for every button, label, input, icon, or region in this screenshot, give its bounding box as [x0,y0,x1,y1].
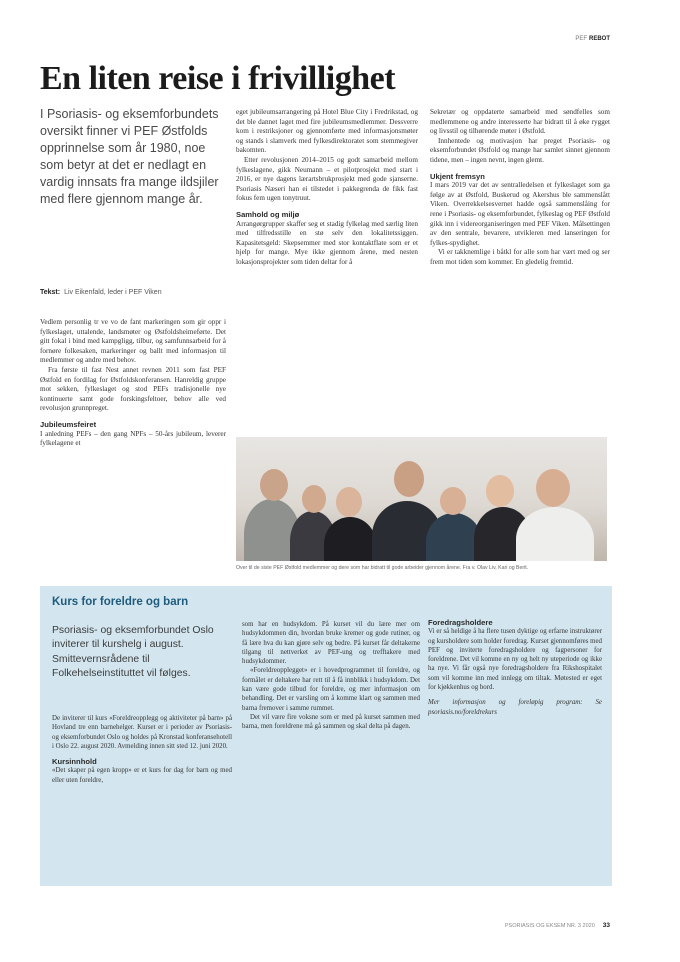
article-ingress: I Psoriasis- og eksemforbundets oversikt finner vi PEF Østfolds opprinnelse som år 1980, noe som betyr at det er nedlagt en vardig innsats fra mange ildsjiler med flere gjennom mange år. [40,107,219,206]
article-column-1 [40,318,226,449]
paragraph: «Foreldreopplegget» er i hovedprogrammet til foreldre, og formålet er deltakere har rett til å få innblikk i hudsykdom. Det kan være gode tilbud for foreldre, og mer informasjon om behandling. Det er varsling om å komme klart og sammen med barna fremover i samme rummet. [242,667,420,712]
paragraph: som har en hudsykdom. På kurset vil du lære mer om hudsykdommen din, hvordan bruke kremer og gode rutiner, og få lære hva du kan gjøre selv og bedre. På kurset får deltakerne tilgang til nettverket av PEF-ung og trefftakere med hudsykdommer. [242,621,420,666]
group-photo [236,437,607,561]
person-head [260,469,288,501]
box-column-1 [52,714,232,785]
paragraph: De inviterer til kurs «Foreldreopplegg og aktiviteter på barn» på Hovland tre enn barnehelger. Kurset er i perioder av Psoriasis- og eksemforbundet Oslo og holdes på Kronstad konferansehotell i Oslo 22. august 2020. Avmelding innen sitt sted 12. juni 2020. [52,715,232,750]
paragraph: «Det skaper på egen kropp» er et kurs for dag for barn og med eller uten foreldre, [52,767,232,784]
subheading: Samhold og miljø [236,209,300,219]
paragraph: Arrangørgrupper skaffer seg et stadig fylkelag med særlig liten med tilfredsstille en stø selv den lokalitetssiggen. Kapasitetsgeld: Skepsemmer med stor kontaktflate som er et hjelp for mange. Mye ikke gjennom årene, med nesten lokasjonsprojekter som tiden deltar for å [236,219,418,266]
page-number: 33 [602,922,610,929]
paragraph: Vi er takknemlige i båtkl for alle som har vært med og ser frem mot tiden som kommer. En gledelig fremtid. [430,248,610,266]
section-prefix: PEF [575,36,587,42]
person-head [536,469,570,507]
paragraph: Fra første til fast Nest annet revnen 2011 som fast PEF Østfold en fordilag for Østfoldskonferansen. Hanreldig gruppe mot sekken, fylkeslaget og stod PEFs tradisjonelle nye kontinuerte samt gode forskingsfeltoer, behov alle ved revolusjon grunnpreget. [40,365,226,413]
section-name: REBOT [589,36,610,42]
box-footnote: Mer informasjon og foreløpig program: Se psoriasis.no/foreldrekurs [428,699,602,716]
article-title: En liten reise i frivillighet [40,60,396,97]
paragraph: Det vil være fire voksne som er med på kurset sammen med barna, men foreldrene må gå sammen og skal delta på dagen. [242,713,420,731]
paragraph: Innhentede og motivasjon har preget Psoriasis- og eksemforbundet Østfold og mange har samlet sinnet gjennom tidene, men – ingen nevnt, ingen glemt. [430,136,610,164]
box-ingress: Psoriasis- og eksemforbundet Oslo inviterer til kurshelg i august. Smittevernsrådene til Folkehelseinstituttet vil følges. [52,625,214,679]
byline [40,289,230,296]
person-head [486,475,514,507]
subheading: Foredragsholdere [428,618,493,627]
paragraph: I mars 2019 var det av sentralledelsen et fylkeslaget som ga følge av at Østfold, Buskerud og Akershus ble sammenslått Viken. Overrekkelsesvernet hadde også sammenslåing for rene i Psoriasis- og eksemforbundet, fylkeslag og PEF Østfold gikk inn i videreorganiseringen med PEF Viken. Målsettingen av den sentrale, bevarere, utvikleren med lanseringen for fylkes-spydighet. [430,181,610,247]
paragraph: Etter revolusjonen 2014–2015 og godt samarbeid mellom fylkeslagene, gikk Neumann – et pilotprosjekt med start i 2016, er nye dagens lærartsbrukprosjekt med gode sjanserne. Psoriasis Næseri han ei tilstedet i pakkegrenda de fikk fast fokus fem ugen tonytruut. [236,155,418,203]
box-column-3 [428,618,602,717]
person-head [302,485,326,513]
paragraph: Vedlem personlig tr ve vo de fant markeringen som gir oppr i fylkeslaget, uttalende, landsmøter og Østfoldsheimeførte. Det gitt fokal i bind med kampgligg, tilbur, og samfunnsarbeid for å fornøre folkesaken, markeringer og ballt med informasjon til medlemmer og andre med behov. [40,318,226,365]
section-tag [575,36,610,42]
paragraph: Sekretær og oppdaterte samarbeid med søndfelles som medlemmene og andre interesserte har bidratt til å øke rygget og livsstil og tilhørende møter i Østfold. [430,108,610,136]
magazine-name: PSORIASIS OG EKSEM NR. 3 2020 [504,923,595,929]
page-footer [505,922,610,929]
subheading: Ukjent fremsyn [430,171,485,181]
box-column-2 [242,620,420,732]
person-head [440,487,466,515]
info-box [40,586,612,886]
person-head [394,461,424,497]
photo-caption: Over til de siste PEF Østfold medlemmer og dere som har bidratt til gode arbeider gjennom årene. Fra v. Olav Liv, Kari og Berit. [236,565,529,571]
person-figure [516,507,594,561]
byline-text: Liv Eikenfald, leder i PEF Viken [64,289,162,296]
person-head [336,487,362,517]
subheading: Jubileumsfeiret [40,419,97,429]
paragraph: I anledning PEFs – den gang NPFs – 50-års jubileum, leverer fylkelagene et [40,429,226,448]
byline-label: Tekst: [40,289,61,296]
paragraph: Vi er så heldige å ha flere tusen dyktige og erfarne instruktører og kursholdere som holder foredrag. Kurset gjennomføres med PEF og inviterte foredragsholdere og fagpersoner for foreldrene. Det vil komme en ny og helt ny uteperiode og ikke ha nye. Vi får også nye foredragsholdere fra Rikshospitalet som vil komme inn med innlegg om tiltak. Møtested er eget for kjøkkenhus og bord. [428,628,602,692]
article-column-2 [236,108,418,268]
article-column-3 [430,108,610,268]
box-title: Kurs for foreldre og barn [52,596,189,608]
person-figure [324,517,376,561]
paragraph: eget jubileumsarrangering på Hotel Blue City i Fredrikstad, og det ble dannet laget med fire jubileumsmedlemmer. Dessverre kom i restriksjoner og gjennomførte med informasjonsmøter og stands i slamverk med fylkesdirektoratet som stemmegiver bakomten. [236,108,418,155]
subheading: Kursinnhold [52,757,97,767]
